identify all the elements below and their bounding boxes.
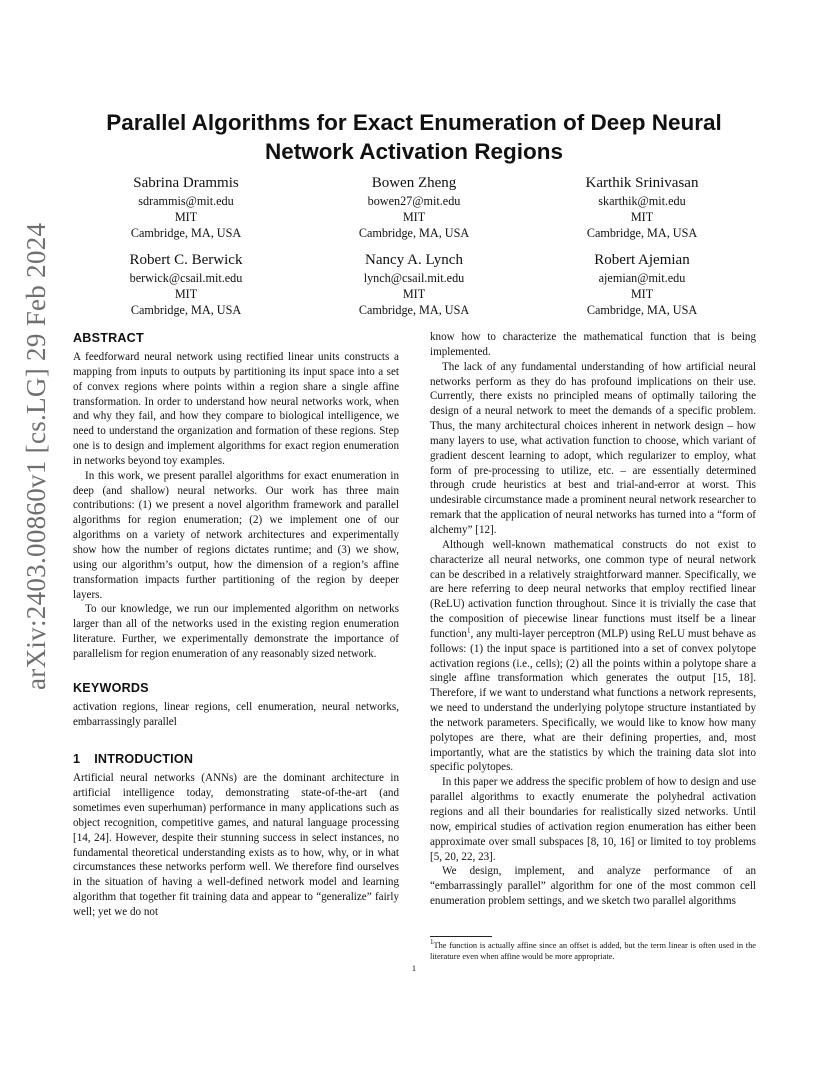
abstract-paragraph: To our knowledge, we run our implemented algorithm on networks larger than all of the networks used in the existing region enumeration literature. Further, we experimentally demonstrate the importance of parallelism for region enumeration of any reasonably sized network.: [73, 603, 399, 660]
abstract-paragraph: In this work, we present parallel algorithms for exact enumeration in deep (and shallow) neural networks. Our work has three main contributions: (1) we present a novel algorithm framework and parallel algorithms for region enumeration; (2) we implement one of our algorithms on a variety of network architectures and experimentally show how the number of regions dictates runtime; and (3) we show, using our algorithm’s output, how the dimension of a region’s affine transformation impacts further partitioning of the region by deeper layers.: [73, 469, 399, 601]
paragraph-text: , any multi-layer perceptron (MLP) using ReLU must behave as follows: (1) the input space is partitioned into a set of convex polytope activation regions (i.e., cells); (2) all the points within a polytope share a single affine transformation which generates the output [15, 18]. Therefore, if we want to understand what functions a network represents, we need to understand the underlying polytope structure instantiated by the network parameters. Specifically, we would like to know how many polytopes are there, what are their defining properties, and, most importantly, what are the statistics by which the training data slot into specific polytopes.: [430, 627, 756, 774]
arxiv-identifier: arXiv:2403.00860v1 [cs.LG] 29 Feb 2024: [21, 222, 51, 690]
author-location: Cambridge, MA, USA: [586, 226, 698, 241]
introduction-paragraph: The lack of any fundamental understanding of how artificial neural networks perform as they do has profound implications on their use. Currently, there exists no principled means of optimally tailoring the design of a neural network to meet the demands of a specific problem. Thus, the many architectural choices inherent in network design – how many layers to use, what activation function to choose, which variant of gradient descent learning to adopt, which regularizer to employ, what form of pre-processing to utilize, etc. – are essentially determined through crude heuristics at best and trial-and-error at worst. This undesirable circumstance made a prominent neural network researcher to remark that the application of neural networks has turned into a “form of alchemy” [12].: [430, 360, 756, 536]
left-column: [73, 330, 399, 920]
author-location: Cambridge, MA, USA: [130, 303, 242, 318]
introduction-paragraph-continued: know how to characterize the mathematical function that is being implemented.: [430, 331, 756, 358]
author-card: [72, 251, 300, 319]
introduction-paragraph: Artificial neural networks (ANNs) are the dominant architecture in artificial intelligence today, demonstrating state-of-the-art (and sometimes even superhuman) performance in many applications such as object recognition, competitive games, and natural language processing [14, 24]. However, despite their stunning success in select instances, no fundamental theoretical understanding exists as to how, why, or in what circumstances these networks perform well. We therefore find ourselves in the situation of having a well-defined network model and learning algorithm that together fit training data and appear to “generalize” fairly well; yet we do not: [73, 772, 399, 918]
author-name: Karthik Srinivasan: [585, 175, 699, 191]
footnote: [430, 940, 756, 962]
author-email[interactable]: ajemian@mit.edu: [598, 270, 686, 285]
section-number: 1: [73, 752, 81, 767]
author-affiliation: MIT: [630, 286, 654, 301]
author-card: [528, 174, 756, 242]
author-location: Cambridge, MA, USA: [358, 226, 470, 241]
author-affiliation: MIT: [402, 286, 426, 301]
author-name: Bowen Zheng: [371, 175, 457, 191]
footnote-text: The function is actually affine since an offset is added, but the term linear is often used in the literature even when affine would be more appropriate.: [430, 941, 756, 961]
author-email[interactable]: berwick@csail.mit.edu: [129, 270, 243, 285]
author-name: Nancy A. Lynch: [365, 251, 463, 268]
abstract-heading: ABSTRACT: [73, 331, 144, 345]
introduction-paragraph: In this paper we address the specific problem of how to design and use parallel algorithms to exactly enumerate the polyhedral activation regions and all their boundaries for realistically sized networks. Until now, empirical studies of activation region enumeration has either been approximate over small subspaces [8, 10, 16] or limited to toy problems [5, 20, 22, 23].: [430, 776, 756, 863]
author-name: Robert Ajemian: [594, 251, 690, 268]
paragraph-text: Although well-known mathematical constructs do not exist to characterize all neural networks, one common type of neural network can be described in a relatively straightforward manner. Specifically, we are here referring to deep neural networks that employ rectified linear (ReLU) activation function throughout. Since it is trivially the case that the composition of piecewise linear functions must itself be a linear function: [430, 538, 756, 640]
page-number: 1: [411, 964, 417, 973]
author-card: [300, 251, 528, 319]
author-email[interactable]: lynch@csail.mit.edu: [363, 270, 465, 285]
paper-title: Parallel Algorithms for Exact Enumeration of Deep Neural Network Activation Regions: [106, 110, 722, 164]
introduction-heading: [73, 751, 399, 767]
author-email[interactable]: skarthik@mit.edu: [598, 194, 686, 208]
author-email[interactable]: sdrammis@mit.edu: [138, 194, 234, 208]
author-email[interactable]: bowen27@mit.edu: [367, 194, 461, 208]
author-location: Cambridge, MA, USA: [358, 303, 470, 318]
author-location: Cambridge, MA, USA: [586, 303, 698, 318]
footnote-number: 1: [430, 938, 434, 947]
right-column: [430, 330, 756, 909]
author-card: [72, 174, 300, 242]
author-name: Robert C. Berwick: [129, 251, 243, 268]
author-location: Cambridge, MA, USA: [130, 226, 242, 241]
keywords-heading: KEYWORDS: [73, 680, 149, 695]
author-affiliation: MIT: [174, 210, 198, 225]
author-card: [300, 174, 528, 242]
footnote-divider: [430, 936, 492, 937]
author-affiliation: MIT: [630, 210, 654, 225]
footnote-marker[interactable]: 1: [466, 626, 471, 635]
author-affiliation: MIT: [174, 286, 198, 301]
author-row: [72, 251, 756, 319]
author-name: Sabrina Drammis: [133, 175, 239, 191]
author-affiliation: MIT: [402, 210, 426, 225]
section-title: INTRODUCTION: [94, 752, 194, 767]
author-block: [72, 174, 756, 327]
author-row: [72, 174, 756, 242]
abstract-paragraph: A feedforward neural network using rectified linear units constructs a mapping from inputs to outputs by partitioning its input space into a set of convex regions where points within a region share a single affine transformation. In order to understand how neural networks work, when and why they fail, and how they compare to biological intelligence, we need to understand the organization and formation of these regions. Step one is to design and implement algorithms for exact region enumeration in networks beyond toy examples.: [73, 351, 399, 467]
keywords-text: activation regions, linear regions, cell enumeration, neural networks, embarrassingly parallel: [73, 700, 399, 728]
introduction-paragraph: [430, 538, 756, 776]
author-card: [528, 251, 756, 319]
introduction-paragraph: We design, implement, and analyze performance of an “embarrassingly parallel” algorithm for one of the most common cell enumeration problem settings, and we sketch two parallel algorithms: [430, 865, 756, 908]
